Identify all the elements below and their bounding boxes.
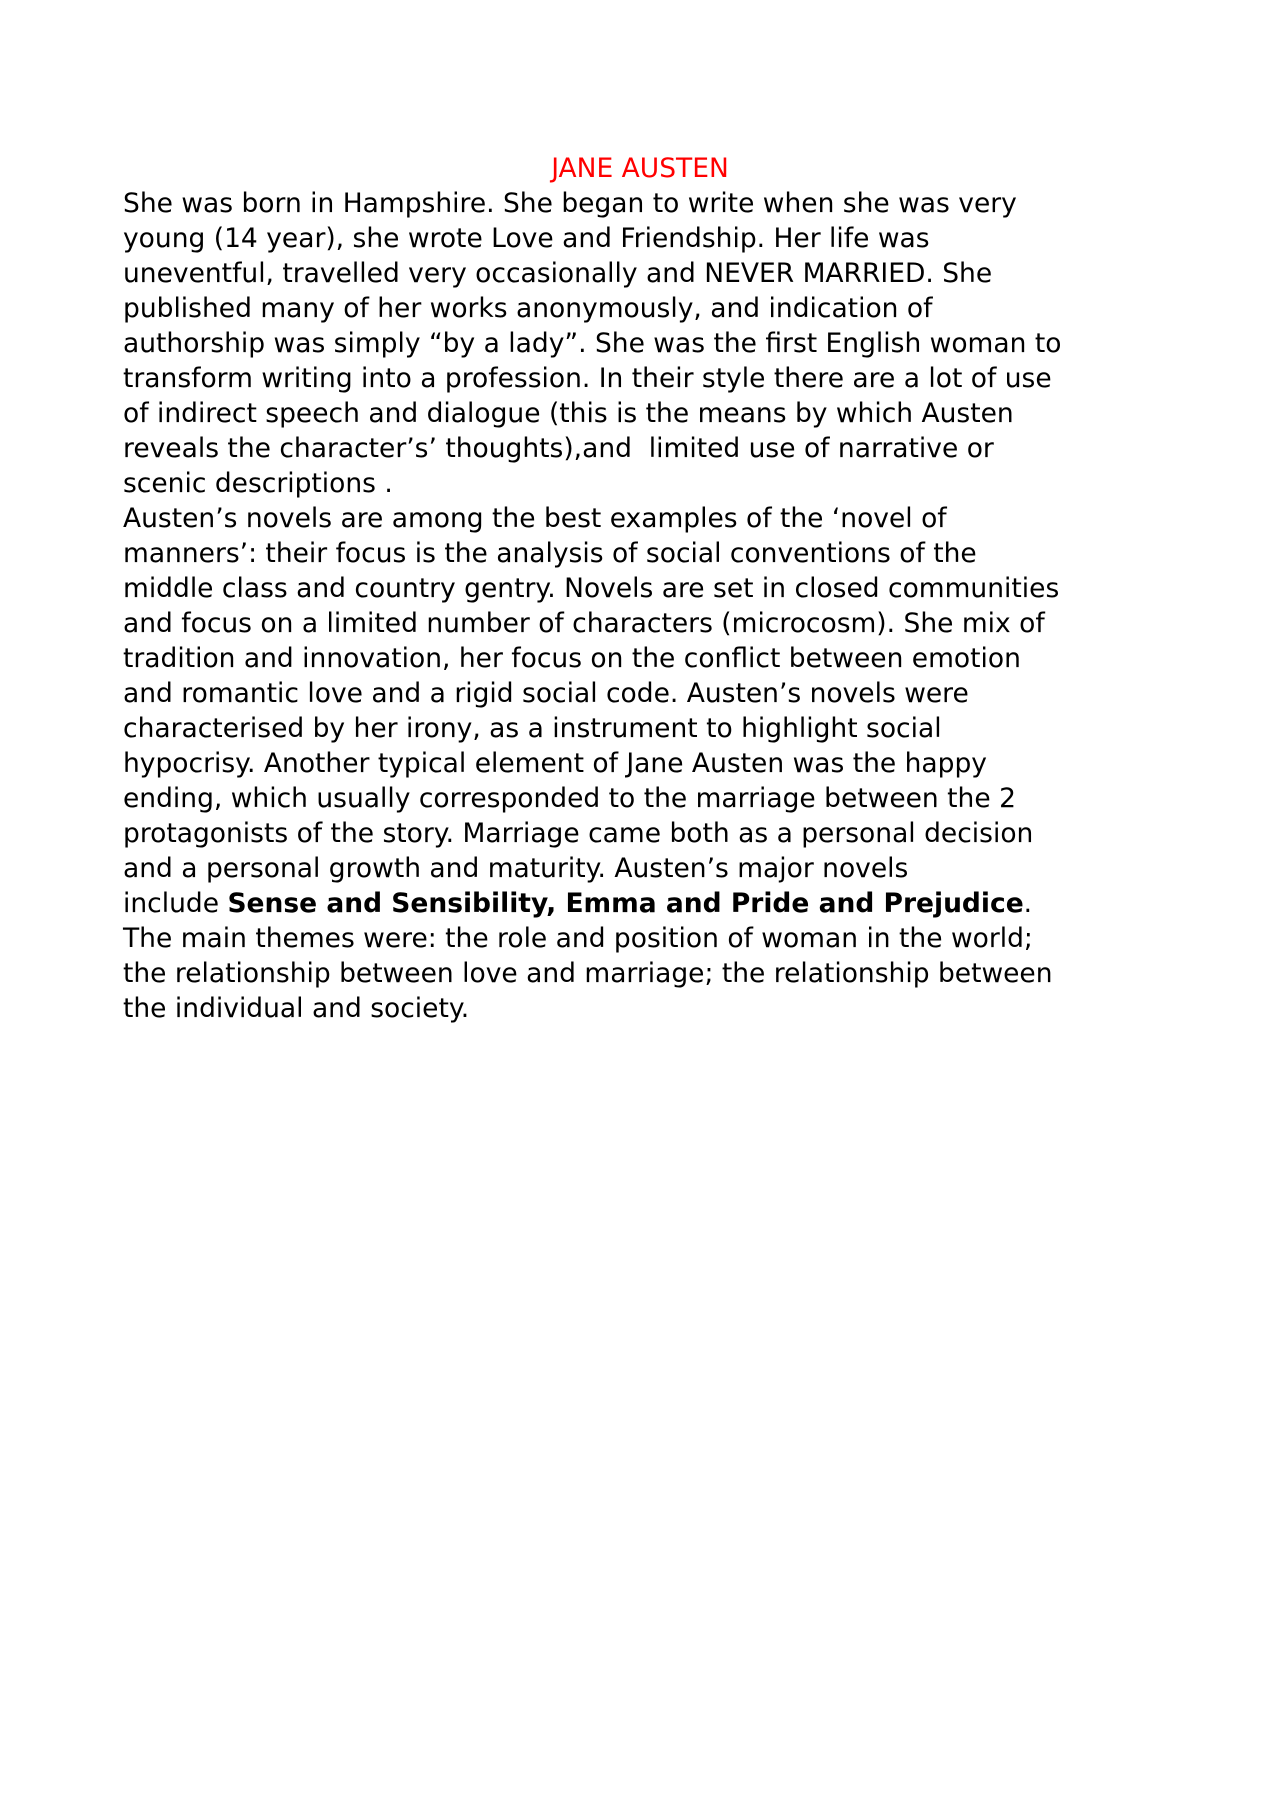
body-line: published many of her works anonymously, and indication of [123, 293, 933, 324]
body-line: reveals the character’s’ thoughts),and limited use of narrative or [123, 433, 994, 464]
body-line: the relationship between love and marriage; the relationship between [123, 958, 1053, 989]
document-body [123, 186, 1173, 1026]
body-line: the individual and society. [123, 993, 470, 1024]
body-line: uneventful, travelled very occasionally and NEVER MARRIED. She [123, 258, 993, 289]
body-line: characterised by her irony, as a instrument to highlight social [123, 713, 942, 744]
body-line: transform writing into a profession. In their style there are a lot of use [123, 363, 1052, 394]
body-line: tradition and innovation, her focus on the conflict between emotion [123, 643, 1021, 674]
body-line: The main themes were: the role and position of woman in the world; [123, 923, 1033, 954]
document-title: JANE AUSTEN [551, 153, 729, 184]
body-line: scenic descriptions . [123, 468, 393, 499]
body-line: She was born in Hampshire. She began to write when she was very [123, 188, 1017, 219]
body-line: manners’: their focus is the analysis of social conventions of the [123, 538, 977, 569]
body-line: ending, which usually corresponded to the marriage between the 2 [123, 783, 1016, 814]
novel-titles: Sense and Sensibility, Emma and Pride and Prejudice [227, 888, 1024, 919]
body-line: authorship was simply “by a lady”. She was the first English woman to [123, 328, 1062, 359]
body-line: protagonists of the story. Marriage came both as a personal decision [123, 818, 1034, 849]
body-line: hypocrisy. Another typical element of Jane Austen was the happy [123, 748, 987, 779]
body-line: and focus on a limited number of characters (microcosm). She mix of [123, 608, 1045, 639]
body-line: of indirect speech and dialogue (this is the means by which Austen [123, 398, 1014, 429]
novels-line-prefix: include [123, 888, 228, 919]
body-line: middle class and country gentry. Novels are set in closed communities [123, 573, 1060, 604]
novels-line [123, 886, 1173, 921]
body-line: Austen’s novels are among the best examples of the ‘novel of [123, 503, 947, 534]
novels-line-suffix: . [1023, 888, 1033, 919]
body-line: and a personal growth and maturity. Austen’s major novels [123, 853, 909, 884]
body-line: and romantic love and a rigid social code. Austen’s novels were [123, 678, 969, 709]
body-line: young (14 year), she wrote Love and Friendship. Her life was [123, 223, 930, 254]
